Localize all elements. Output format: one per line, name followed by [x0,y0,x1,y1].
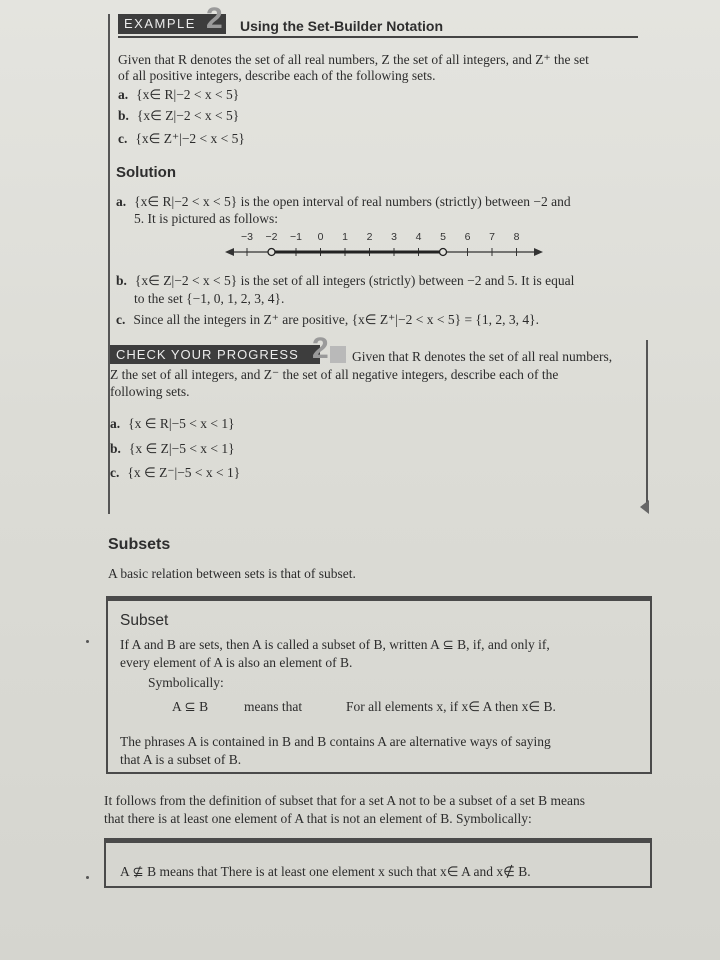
check-item-b-label: b. [110,441,121,456]
example-item-a [118,87,239,103]
solution-b-line2: to the set {−1, 0, 1, 2, 3, 4}. [134,291,285,306]
check-item-c-label: c. [110,465,120,480]
solution-a-line2: 5. It is pictured as follows: [134,211,278,226]
number-line-label: 3 [391,231,397,243]
check-progress-tag: CHECK YOUR PROGRESS [110,345,320,364]
example-number: 2 [206,2,223,35]
solution-b-line1 [116,273,574,289]
number-line [225,228,545,262]
example-item-c-label: c. [118,131,128,146]
check-item-c-text: {x ∈ Z⁻|−5 < x < 1} [127,465,241,480]
subset-symbol: A ⊆ B [172,699,209,714]
solution-a-text: {x∈ R|−2 < x < 5} is the open interval of real numbers (strictly) between −2 and [134,194,571,209]
solution-c-line1 [116,312,539,328]
number-line-label: 4 [415,231,422,243]
check-item-b-text: {x ∈ Z|−5 < x < 1} [128,441,235,456]
subset-phrase-line1: The phrases A is contained in B and B contains A are alternative ways of saying [120,734,551,749]
example-title: Using the Set-Builder Notation [240,18,443,34]
number-line-label: −3 [241,231,253,243]
subset-means-that: means that [244,699,303,714]
example-item-a-label: a. [118,87,129,102]
subset-symbolically: Symbolically: [148,675,224,690]
example-item-c [118,131,245,147]
example-intro-line1: Given that R denotes the set of all real numbers, Z the set of all integers, and Z⁺ the set [118,52,589,67]
number-line-label: −1 [290,231,302,243]
check-progress-number: 2 [312,332,329,365]
example-intro-line2: of all positive integers, describe each of the following sets. [118,68,436,83]
subset-definition-symbolic: For all elements x, if x∈ A then x∈ B. [346,699,556,714]
left-margin-rule [108,14,110,514]
solution-a-label: a. [116,194,127,209]
solution-c-text: Since all the integers in Z⁺ are positive, {x∈ Z⁺|−2 < x < 5} = {1, 2, 3, 4}. [133,312,540,327]
solution-c-label: c. [116,312,126,327]
solution-heading: Solution [116,164,176,181]
margin-dot-2 [86,876,89,879]
check-line2: Z the set of all integers, and Z⁻ the set of all negative integers, describe each of the [110,367,559,382]
subset-def-line2: every element of A is also an element of B. [120,655,353,670]
number-line-label: −2 [265,231,278,243]
example-item-a-text: {x∈ R|−2 < x < 5} [136,87,240,102]
solution-b-text: {x∈ Z|−2 < x < 5} is the set of all integers (strictly) between −2 and 5. It is equal [134,273,575,288]
check-item-c [110,465,240,481]
solution-b-label: b. [116,273,127,288]
follows-line2: that there is at least one element of A that is not an element of B. Symbolically: [104,811,532,826]
number-line-label: 5 [440,231,446,243]
number-line-label: 1 [342,231,348,243]
number-line-label: 2 [366,231,373,243]
subset-def-line1: If A and B are sets, then A is called a subset of B, written A ⊆ B, if, and only if, [120,637,550,652]
check-end-marker [640,500,649,514]
check-line1: Given that R denotes the set of all real numbers, [352,349,613,364]
number-line-labels [241,231,520,243]
number-line-label: 0 [317,231,324,243]
number-line-right-arrow [534,248,543,256]
subset-phrase-line2: that A is a subset of B. [120,752,242,767]
example-header-rule [118,36,638,38]
subset-box-title: Subset [120,612,169,629]
check-item-a-label: a. [110,416,121,431]
example-item-b-text: {x∈ Z|−2 < x < 5} [136,108,240,123]
not-subset-text: A ⊈ B means that There is at least one element x such that x∈ A and x∉ B. [120,864,531,879]
check-item-a [110,416,235,432]
example-item-b [118,108,239,124]
subsets-intro: A basic relation between sets is that of subset. [108,566,356,581]
check-right-rule [646,340,648,506]
example-tag: EXAMPLE [118,14,226,34]
check-line3: following sets. [110,384,190,399]
check-item-b [110,441,235,457]
follows-line1: It follows from the definition of subset that for a set A not to be a subset of a set B means [104,793,586,808]
margin-dot [86,640,89,643]
number-line-label: 8 [513,231,520,243]
check-progress-swatch [330,346,346,363]
example-item-c-text: {x∈ Z⁺|−2 < x < 5} [135,131,245,146]
check-item-a-text: {x ∈ R|−5 < x < 1} [128,416,235,431]
number-line-label: 6 [464,231,471,243]
example-item-b-label: b. [118,108,129,123]
subsets-heading: Subsets [108,536,171,553]
open-endpoint-minus-2 [268,249,275,256]
open-endpoint-5 [440,249,447,256]
number-line-left-arrow [225,248,234,256]
number-line-label: 7 [489,231,495,243]
solution-a-line1 [116,194,571,210]
